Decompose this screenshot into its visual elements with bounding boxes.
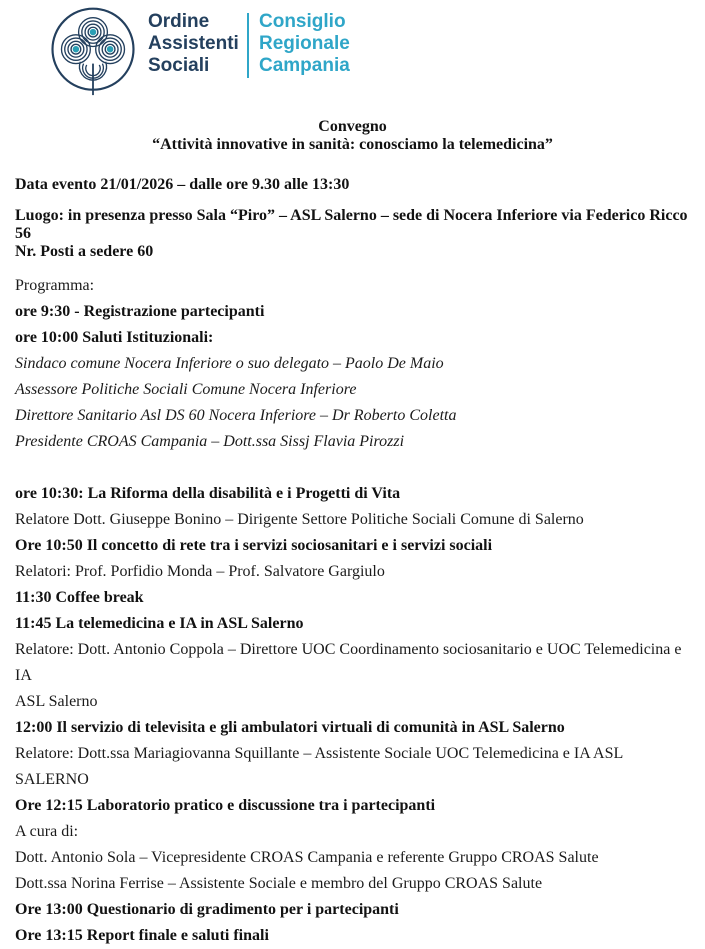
program-line: 11:30 Coffee break [15, 589, 144, 606]
logo-org-line: Sociali [148, 55, 210, 76]
program-line: 11:45 La telemedicina e IA in ASL Salerno [15, 615, 304, 632]
program-line: ore 9:30 - Registrazione partecipanti [15, 303, 265, 320]
program-line: Ore 13:15 Report finale e saluti finali [15, 927, 269, 944]
logo-region-line: Consiglio [259, 11, 346, 32]
program-line: Ore 10:50 Il concetto di rete tra i servizi sociosanitari e i servizi sociali [15, 537, 493, 554]
title-block [15, 118, 690, 154]
program-line: Relatori: Prof. Porfidio Monda – Prof. Salvatore Gargiulo [15, 563, 385, 580]
logo-org-name [148, 11, 239, 77]
program-line: Dott.ssa Norina Ferrise – Assistente Sociale e membro del Gruppo CROAS Salute [15, 875, 543, 892]
program-label: Programma: [15, 277, 95, 294]
event-date: Data evento 21/01/2026 – dalle ore 9.30 alle 13:30 [15, 176, 350, 193]
logo-divider [247, 13, 249, 78]
logo-region-line: Campania [259, 55, 350, 76]
document-content [0, 118, 705, 949]
page-subtitle: “Attività innovative in sanità: conosciamo la telemedicina” [152, 136, 553, 153]
event-location-line: Luogo: in presenza presso Sala “Piro” – ASL Salerno – sede di Nocera Inferiore via Federico Ricco 56 [15, 207, 688, 242]
program-line: Assessore Politiche Sociali Comune Nocera Inferiore [15, 381, 357, 398]
program-line: Ore 13:00 Questionario di gradimento per i partecipanti [15, 901, 399, 918]
logo-org-line: Assistenti [148, 33, 239, 54]
program-line: Presidente CROAS Campania – Dott.ssa Sissj Flavia Pirozzi [15, 433, 405, 450]
program-line: 12:00 Il servizio di televisita e gli ambulatori virtuali di comunità in ASL Salerno [15, 719, 565, 736]
program-lines [15, 299, 690, 949]
program-line: A cura di: [15, 823, 79, 840]
event-location [15, 207, 690, 261]
program-line: Ore 12:15 Laboratorio pratico e discussione tra i partecipanti [15, 797, 436, 814]
logo-region-line: Regionale [259, 33, 350, 54]
program-line: ore 10:00 Saluti Istituzionali: [15, 329, 214, 346]
program-line: Relatore: Dott.ssa Mariagiovanna Squillante – Assistente Sociale UOC Telemedicina e IA ASL SALERNO [15, 745, 623, 788]
page-title: Convegno [318, 118, 387, 135]
program-line: ore 10:30: La Riforma della disabilità e i Progetti di Vita [15, 485, 401, 502]
logo-region-name [259, 11, 350, 77]
program-line: Dott. Antonio Sola – Vicepresidente CROAS Campania e referente Gruppo CROAS Salute [15, 849, 599, 866]
event-location-line: Nr. Posti a sedere 60 [15, 243, 154, 260]
program-section [15, 273, 690, 949]
croas-logo-icon [48, 6, 138, 96]
program-line: ASL Salerno [15, 693, 98, 710]
program-line: Sindaco comune Nocera Inferiore o suo delegato – Paolo De Maio [15, 355, 444, 372]
program-line: Relatore Dott. Giuseppe Bonino – Dirigente Settore Politiche Sociali Comune di Salerno [15, 511, 584, 528]
logo-org-line: Ordine [148, 11, 210, 32]
program-line: Direttore Sanitario Asl DS 60 Nocera Inferiore – Dr Roberto Coletta [15, 407, 457, 424]
program-blank-line [15, 455, 690, 481]
program-line: Relatore: Dott. Antonio Coppola – Direttore UOC Coordinamento sociosanitario e UOC Telemedicina e IA [15, 641, 682, 684]
header [0, 0, 705, 96]
